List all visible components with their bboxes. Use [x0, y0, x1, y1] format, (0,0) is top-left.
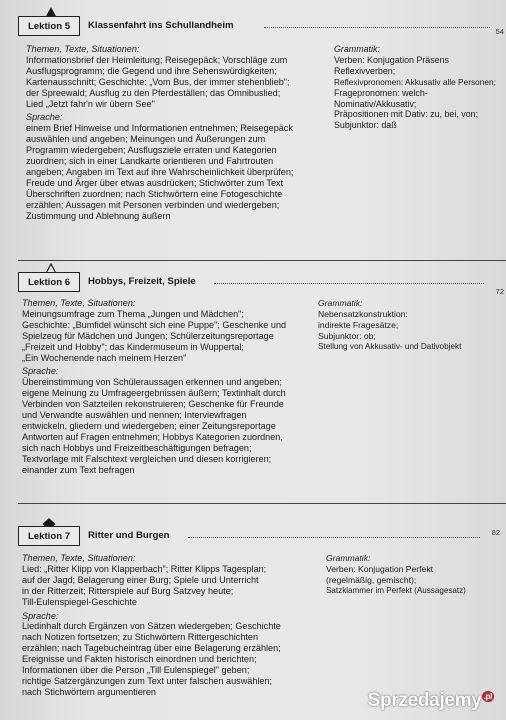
text-line: einem Brief Hinweise und Informationen entnehmen; Reisegepäck	[26, 123, 293, 134]
text-line: nach Stichwörtern argumentieren	[22, 686, 156, 697]
lesson-title: Klassenfahrt ins Schullandheim	[88, 20, 234, 31]
text-line: (regelmäßig, gemischt);	[326, 574, 417, 585]
text-line: erzählen; Aussagen mit Personen verbinden und wiedergeben;	[26, 199, 280, 210]
text-line: „Ein Wochenende nach meinem Herzen"	[22, 352, 187, 363]
text-line: einander zum Text befragen	[22, 464, 135, 475]
dotted-leader	[214, 283, 484, 284]
lesson-title: Hobbys, Freizeit, Spiele	[88, 276, 196, 287]
lesson-header	[18, 526, 504, 548]
text-line: Antworten auf Fragen entnehmen; Hobbys Kategorien zuordnen,	[22, 431, 283, 442]
text-line: Reflexivverben;	[334, 65, 396, 76]
text-line: Reflexivpronomen: Akkusativ alle Personen;	[334, 76, 496, 87]
text-line: Ereignisse und Fakten historisch einordnen und berichten;	[22, 654, 257, 665]
grammar-heading: Grammatik:	[334, 44, 380, 54]
text-line: Meinungsumfrage zum Thema „Jungen und Mädchen";	[22, 308, 244, 319]
grammar-heading: Grammatik:	[318, 298, 363, 308]
watermark-suffix: .pl	[483, 691, 492, 701]
page-number: 72	[495, 287, 504, 296]
text-line: nach Notizen fortsetzen; zu Stichwörtern Rittergeschichten	[22, 632, 259, 643]
text-line: Ausflugsprogramm; die Gegend und ihre Sehenswürdigkeiten;	[26, 65, 277, 76]
text-line: Textvorlage mit Falschtext vergleichen und diesen korrigieren;	[22, 453, 272, 464]
dotted-leader	[188, 537, 480, 538]
grammar-heading: Grammatik:	[326, 553, 371, 563]
text-line: Überschriften zuordnen; nach Stichwörtern eine Fotogeschichte	[26, 188, 283, 199]
text-line: Übereinstimmung von Schüleraussagen erkennen und angeben;	[22, 377, 282, 388]
watermark-logo	[368, 690, 494, 712]
text-line: Kartenausschnitt; Geschichte: „Vom Bus, der immer stehenblieb";	[26, 76, 290, 87]
text-line: Satzklammer im Perfekt (Aussagesatz)	[326, 585, 466, 595]
text-line: Till-Eulenspiegel-Geschichte	[22, 596, 137, 607]
text-line: entwickeln, gliedern und wiedergeben; einer Zeitungsreportage	[22, 420, 276, 431]
text-line: Stellung von Akkusativ- und Dativobjekt	[318, 341, 462, 351]
text-line: „Freizeit und Hobby"; das Kindermuseum in Wuppertal;	[22, 341, 244, 352]
section-divider	[18, 503, 506, 504]
text-line: Subjunktor: ob;	[318, 330, 376, 341]
text-line: Präpositionen mit Dativ: zu, bei, von;	[334, 109, 479, 120]
text-line: richtige Satzergänzungen zum Text unter falschen auswählen;	[22, 675, 273, 686]
lesson-label: Lektion 5	[18, 16, 80, 36]
page-number: 82	[491, 528, 500, 537]
text-line: indirekte Fragesätze;	[318, 319, 399, 330]
text-line: Lied: „Ritter Klipp von Klapperbach"; Ritter Klipps Tagesplan;	[22, 563, 267, 574]
text-line: auf der Jagd; Belagerung einer Burg; Spiele und Unterricht	[22, 574, 259, 585]
themes-heading: Themen, Texte, Situationen:	[26, 44, 140, 54]
themes-heading: Themen, Texte, Situationen:	[22, 553, 136, 563]
sprache-heading: Sprache:	[22, 610, 59, 621]
section-divider	[18, 260, 506, 261]
text-line: erzählen; nach Tagebucheintrag über eine Belagerung erzählen;	[22, 643, 281, 654]
text-line: Fragepronomen: welch-	[334, 87, 428, 98]
themes-column	[22, 298, 286, 476]
lesson-header	[18, 16, 504, 38]
sprache-heading: Sprache:	[26, 112, 63, 123]
page-number: 54	[495, 27, 504, 36]
text-line: Informationen über die Person „Till Eulenspiegel" geben;	[22, 665, 250, 676]
text-line: Verbinden von Satzteilen rekonstruieren; Geschenke für Freunde	[22, 399, 284, 410]
text-line: der Spreewald; Ausflug zu den Pferdeställen; das Omnibuslied;	[26, 87, 281, 98]
text-line: Nebensatzkonstruktion:	[318, 308, 408, 319]
sprache-heading: Sprache:	[22, 366, 59, 377]
text-line: zuordnen; sich in einer Landkarte orientieren und Fahrtrouten	[26, 156, 274, 167]
text-line: Verben: Konjugation Präsens	[334, 54, 449, 65]
grammar-column	[326, 553, 466, 597]
themes-heading: Themen, Texte, Situationen:	[22, 298, 136, 308]
lesson-header	[18, 272, 504, 294]
text-line: Zustimmung und Ablehnung äußern	[26, 210, 171, 221]
text-line: Geschichte: „Bumfidel wünscht sich eine Puppe"; Geschenke und	[22, 319, 287, 330]
text-line: sich nach Hobbys und Freizeitbeschäftigungen befragen;	[22, 442, 252, 453]
text-line: Programm wiedergeben; Ausflugsziele erraten und Kategorien	[26, 145, 277, 156]
grammar-column	[318, 298, 461, 353]
text-line: Liedinhalt durch Ergänzen von Sätzen wiedergeben; Geschichte	[22, 621, 281, 632]
text-line: Nominativ/Akkusativ;	[334, 98, 417, 109]
text-line: Informationsbrief der Heimleitung; Reisegepäck; Vorschläge zum	[26, 54, 288, 65]
text-line: Verben: Konjugation Perfekt	[326, 563, 434, 574]
lesson-label: Lektion 7	[18, 526, 80, 546]
watermark-text: Sprzedajemy	[367, 690, 482, 711]
dotted-leader	[264, 27, 490, 28]
text-line: eigene Meinung zu Umfrageergebnissen äußern; Textinhalt durch	[22, 388, 286, 399]
text-line: Lied „Jetzt fahr'n wir übern See"	[26, 98, 155, 109]
text-line: auswählen und angeben; Meinungen und Äußerungen zum	[26, 134, 266, 145]
text-line: Subjunktor: daß	[334, 120, 397, 131]
text-line: und Verwandte auswählen und nennen; Interviewfragen	[22, 410, 247, 421]
text-line: in der Ritterzeit; Ritterspiele auf Burg Satzvey heute;	[22, 585, 234, 596]
text-line: Spielzeug für Mädchen und Jungen; Schülerzeitungsreportage	[22, 330, 274, 341]
lesson-label: Lektion 6	[18, 272, 80, 292]
themes-column	[22, 553, 281, 698]
lesson-title: Ritter und Burgen	[88, 530, 170, 541]
themes-column	[26, 44, 293, 222]
grammar-column	[334, 44, 496, 131]
text-line: Freude und Ärger über etwas ausdrücken; Stichwörter zum Text	[26, 177, 284, 188]
text-line: angeben; Angaben im Text auf ihre Wahrscheinlichkeit überprüfen;	[26, 166, 294, 177]
